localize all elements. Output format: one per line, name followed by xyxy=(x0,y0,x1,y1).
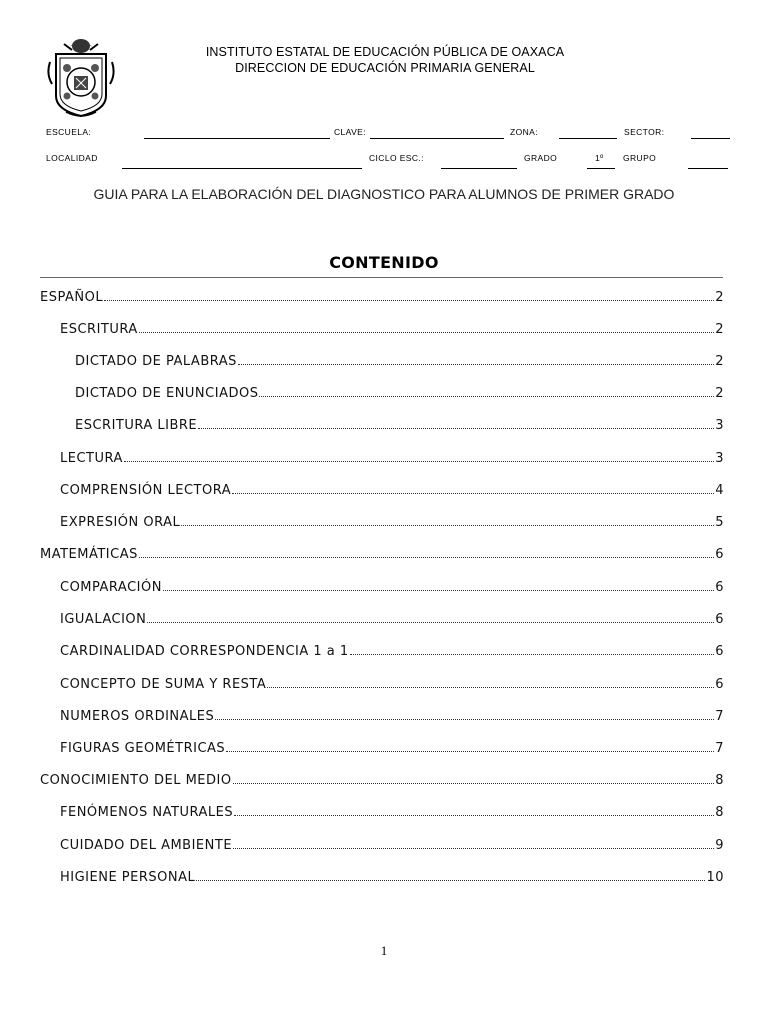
toc-item-page: 4 xyxy=(715,483,724,498)
toc-item-page: 6 xyxy=(715,547,724,562)
localidad-field[interactable] xyxy=(122,168,362,169)
toc-leader xyxy=(124,461,714,462)
toc-leader xyxy=(232,493,714,494)
toc-item-label: DICTADO DE ENUNCIADOS xyxy=(75,386,259,401)
localidad-label: LOCALIDAD xyxy=(46,153,98,163)
toc-item-page: 6 xyxy=(715,612,724,627)
school-info-form xyxy=(0,0,768,180)
toc-leader xyxy=(226,751,714,752)
toc-item-numeros-ordinales[interactable] xyxy=(60,702,724,724)
toc-item-conocimiento-medio[interactable] xyxy=(40,766,724,788)
toc-item-cardinalidad[interactable] xyxy=(60,637,724,659)
toc-item-label: NUMEROS ORDINALES xyxy=(60,709,215,724)
toc-item-dictado-enunciados[interactable] xyxy=(75,379,724,401)
toc-item-label: FIGURAS GEOMÉTRICAS xyxy=(60,741,226,756)
toc-item-label: LECTURA xyxy=(60,451,123,466)
toc-leader xyxy=(234,815,714,816)
toc-item-page: 2 xyxy=(715,290,724,305)
grado-value: 1º xyxy=(595,153,604,163)
toc-leader xyxy=(139,332,714,333)
grado-label: GRADO xyxy=(524,153,558,163)
toc-item-page: 8 xyxy=(715,773,724,788)
toc-item-lectura[interactable] xyxy=(60,444,724,466)
toc-item-label: FENÓMENOS NATURALES xyxy=(60,805,234,820)
zona-field[interactable] xyxy=(559,138,617,139)
toc-leader xyxy=(215,719,714,720)
toc-item-fenomenos-naturales[interactable] xyxy=(60,798,724,820)
toc-item-higiene-personal[interactable] xyxy=(60,863,724,885)
toc-leader xyxy=(147,622,714,623)
toc-item-cuidado-ambiente[interactable] xyxy=(60,831,724,853)
toc-item-label: COMPRENSIÓN LECTORA xyxy=(60,483,232,498)
toc-item-page: 2 xyxy=(715,322,724,337)
toc-heading: CONTENIDO xyxy=(329,253,439,272)
toc-item-dictado-palabras[interactable] xyxy=(75,347,724,369)
toc-item-label: CUIDADO DEL AMBIENTE xyxy=(60,838,233,853)
toc-leader xyxy=(198,428,714,429)
toc-leader xyxy=(238,364,714,365)
toc-item-label: CONCEPTO DE SUMA Y RESTA xyxy=(60,677,267,692)
toc-leader xyxy=(233,783,715,784)
toc-item-escritura[interactable] xyxy=(60,315,724,337)
toc-item-label: DICTADO DE PALABRAS xyxy=(75,354,237,369)
grupo-label: GRUPO xyxy=(623,153,657,163)
escuela-label: ESCUELA: xyxy=(46,127,92,137)
clave-label: CLAVE: xyxy=(334,127,367,137)
sector-field[interactable] xyxy=(691,138,730,139)
grupo-field[interactable] xyxy=(688,168,728,169)
toc-item-page: 5 xyxy=(715,515,724,530)
toc-item-label: MATEMÁTICAS xyxy=(40,547,138,562)
ciclo-field[interactable] xyxy=(441,168,517,169)
toc-leader xyxy=(196,880,705,881)
toc-item-escritura-libre[interactable] xyxy=(75,411,724,433)
toc-item-page: 9 xyxy=(715,838,724,853)
page-number: 1 xyxy=(380,943,388,958)
institute-name: INSTITUTO ESTATAL DE EDUCACIÓN PÚBLICA DE OAXACA xyxy=(205,45,565,59)
toc-item-label: ESPAÑOL xyxy=(40,290,104,305)
toc-leader xyxy=(181,525,714,526)
zona-label: ZONA: xyxy=(510,127,538,137)
toc-item-label: EXPRESIÓN ORAL xyxy=(60,515,181,530)
grado-field[interactable] xyxy=(587,168,615,169)
toc-leader xyxy=(259,396,714,397)
toc-item-page: 3 xyxy=(715,418,724,433)
toc-item-label: HIGIENE PERSONAL xyxy=(60,870,196,885)
toc-item-page: 6 xyxy=(715,580,724,595)
toc-leader xyxy=(350,654,715,655)
toc-item-label: IGUALACION xyxy=(60,612,147,627)
toc-item-page: 2 xyxy=(715,354,724,369)
toc-item-suma-resta[interactable] xyxy=(60,670,724,692)
clave-field[interactable] xyxy=(370,138,504,139)
toc-item-espanol[interactable] xyxy=(40,283,724,305)
guide-title: GUIA PARA LA ELABORACIÓN DEL DIAGNOSTICO PARA ALUMNOS DE PRIMER GRADO xyxy=(93,186,675,202)
toc-item-label: CONOCIMIENTO DEL MEDIO xyxy=(40,773,232,788)
toc-item-label: CARDINALIDAD CORRESPONDENCIA 1 a 1 xyxy=(60,644,349,659)
toc-item-label: ESCRITURA xyxy=(60,322,138,337)
toc-item-figuras-geometricas[interactable] xyxy=(60,734,724,756)
toc-item-page: 7 xyxy=(715,709,724,724)
toc-item-comprension-lectora[interactable] xyxy=(60,476,724,498)
toc-item-page: 7 xyxy=(715,741,724,756)
toc-leader xyxy=(104,300,714,301)
direction-name: DIRECCION DE EDUCACIÓN PRIMARIA GENERAL xyxy=(235,61,535,75)
toc-item-label: ESCRITURA LIBRE xyxy=(75,418,198,433)
toc-item-igualacion[interactable] xyxy=(60,605,724,627)
ciclo-label: CICLO ESC.: xyxy=(369,153,424,163)
toc-leader xyxy=(163,590,714,591)
toc-leader xyxy=(267,687,714,688)
toc-item-page: 6 xyxy=(715,677,724,692)
sector-label: SECTOR: xyxy=(624,127,665,137)
toc-item-page: 6 xyxy=(715,644,724,659)
toc-item-page: 3 xyxy=(715,451,724,466)
toc-item-page: 8 xyxy=(715,805,724,820)
escuela-field[interactable] xyxy=(144,138,330,139)
toc-item-page: 2 xyxy=(715,386,724,401)
toc-item-matematicas[interactable] xyxy=(40,540,724,562)
toc-divider xyxy=(40,277,723,278)
toc-leader xyxy=(233,848,714,849)
toc-item-label: COMPARACIÓN xyxy=(60,580,162,595)
toc-leader xyxy=(139,557,714,558)
toc-item-page: 10 xyxy=(706,870,724,885)
toc-item-comparacion[interactable] xyxy=(60,573,724,595)
toc-item-expresion-oral[interactable] xyxy=(60,508,724,530)
